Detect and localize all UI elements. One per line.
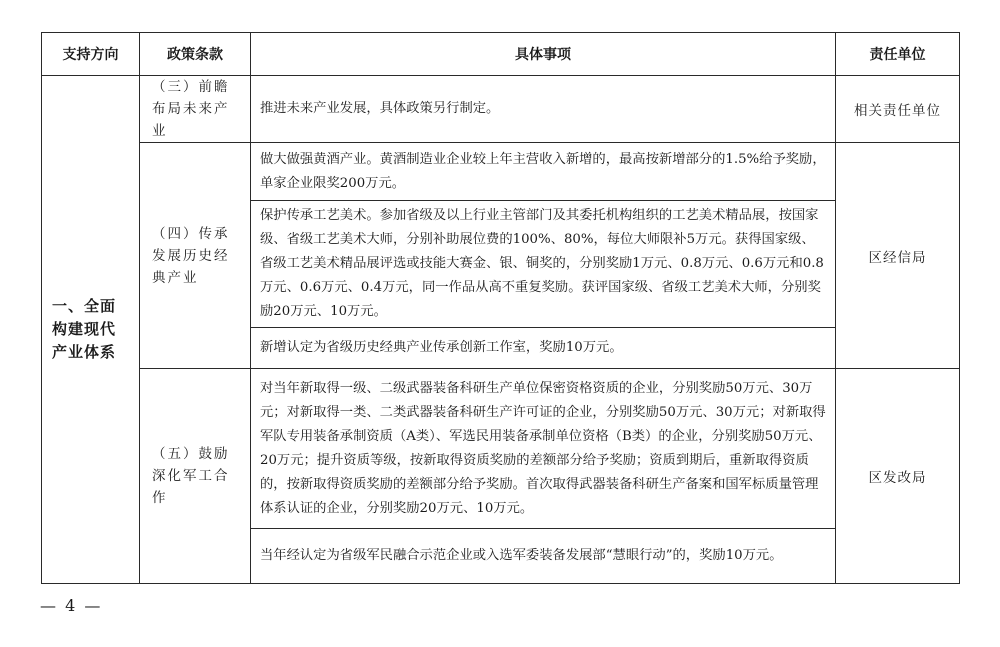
table-row [42, 76, 960, 143]
header-direction: 支持方向 [42, 33, 140, 76]
detail-cell: 保护传承工艺美术。参加省级及以上行业主管部门及其委托机构组织的工艺美术精品展，按国家级、省级工艺美术大师，分别补助展位费的100%、80%，每位大师限补5万元。获得国家级、省级工艺美术精品展评选或技能大赛金、银、铜奖的，分别奖励1万元、0.8万元、0.6万元和0.8万元、0.6万元、0.4万元，同一作品从高不重复奖励。获评国家级、省级工艺美术大师，分别奖励20万元、10万元。 [251, 201, 836, 328]
detail-cell: 对当年新取得一级、二级武器装备科研生产单位保密资格资质的企业，分别奖励50万元、30万元；对新取得一类、二类武器装备科研生产许可证的企业，分别奖励50万元、30万元；对新取得军队专用装备承制资质（A类）、军选民用装备承制单位资格（B类）的企业，分别奖励50万元、20万元；提升资质等级，按新取得资质奖励的差额部分给予奖励；资质到期后，重新取得资质的，按新取得资质奖励的差额部分给予奖励。首次取得武器装备科研生产备案和国军标质量管理体系认证的企业，分别奖励20万元、10万元。 [251, 369, 836, 529]
table-row [42, 143, 960, 201]
detail-cell: 新增认定为省级历史经典产业传承创新工作室，奖励10万元。 [251, 328, 836, 369]
unit-cell: 区经信局 [836, 143, 960, 369]
policy-table [41, 32, 960, 584]
clause-cell: （四）传承发展历史经典产业 [140, 143, 251, 369]
clause-cell: （五）鼓励深化军工合作 [140, 369, 251, 584]
header-clause: 政策条款 [140, 33, 251, 76]
unit-cell: 区发改局 [836, 369, 960, 584]
header-row [42, 33, 960, 76]
detail-cell: 当年经认定为省级军民融合示范企业或入选军委装备发展部“慧眼行动”的，奖励10万元。 [251, 529, 836, 584]
detail-cell: 做大做强黄酒产业。黄酒制造业企业较上年主营收入新增的，最高按新增部分的1.5%给予奖励，单家企业限奖200万元。 [251, 143, 836, 201]
table-row [42, 369, 960, 529]
support-direction-cell: 一、全面构建现代产业体系 [42, 76, 140, 584]
detail-cell: 推进未来产业发展，具体政策另行制定。 [251, 76, 836, 143]
unit-cell: 相关责任单位 [836, 76, 960, 143]
header-details: 具体事项 [251, 33, 836, 76]
header-unit: 责任单位 [836, 33, 960, 76]
clause-cell: （三）前瞻布局未来产业 [140, 76, 251, 143]
page-number: — 4 — [40, 596, 103, 615]
